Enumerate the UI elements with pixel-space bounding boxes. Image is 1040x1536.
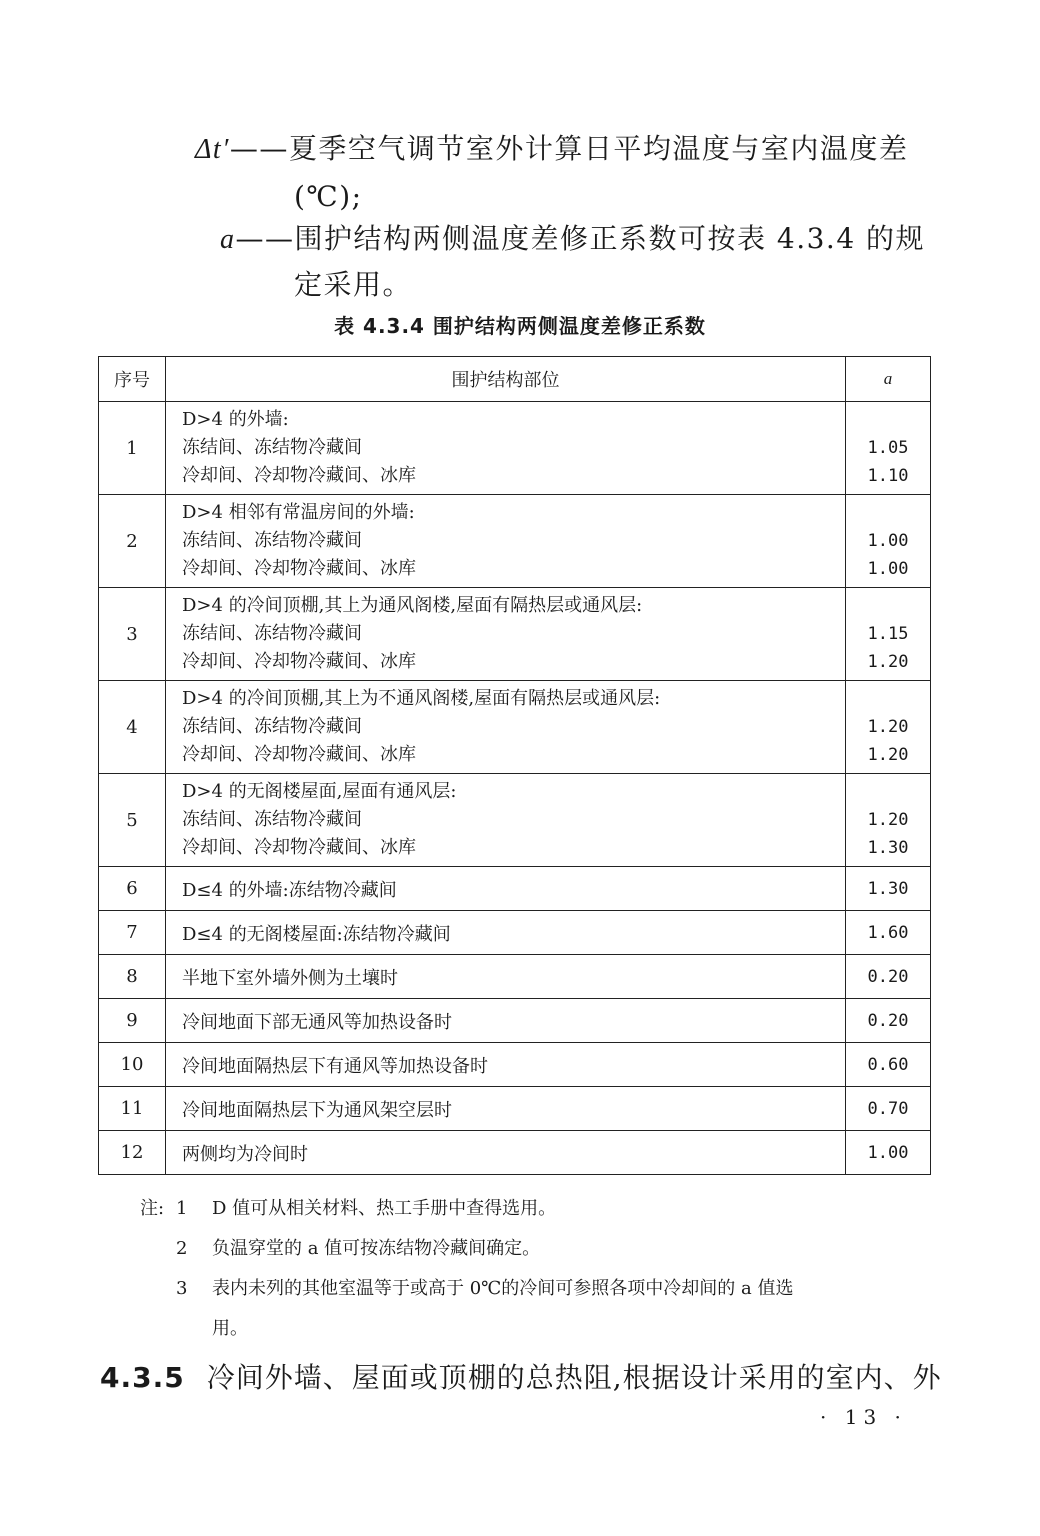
- row-line: D>4 的无阁楼屋面,屋面有通风层:: [182, 781, 457, 802]
- row-value: 0.60: [846, 1043, 931, 1087]
- row-line: D>4 的冷间顶棚,其上为通风阁楼,屋面有隔热层或通风层:: [182, 595, 643, 616]
- row-line: 冷却间、冷却物冷藏间、冰库: [182, 651, 416, 672]
- row-line: D>4 的冷间顶棚,其上为不通风阁楼,屋面有隔热层或通风层:: [182, 688, 661, 709]
- row-part: D≤4 的无阁楼屋面:冻结物冷藏间: [166, 911, 846, 955]
- row-index: 9: [99, 999, 166, 1043]
- row-part: 冷间地面隔热层下为通风架空层时: [166, 1087, 846, 1131]
- table-row: [99, 402, 931, 495]
- note-text: 表内未列的其他室温等于或高于 0℃的冷间可参照各项中冷却间的 a 值选: [212, 1278, 794, 1299]
- row-index: 7: [99, 911, 166, 955]
- note-text: 负温穿堂的 a 值可按冻结物冷藏间确定。: [212, 1238, 541, 1259]
- section-number: 4.3.5: [100, 1361, 185, 1394]
- row-index: 3: [99, 588, 166, 681]
- coefficient-table: [98, 356, 931, 1175]
- row-part: 两侧均为冷间时: [166, 1131, 846, 1175]
- row-part: D≤4 的外墙:冻结物冷藏间: [166, 867, 846, 911]
- row-value-line: 1.00: [867, 559, 909, 579]
- definition-a: [220, 222, 925, 257]
- table-row: [99, 588, 931, 681]
- row-index: 5: [99, 774, 166, 867]
- row-value: 0.20: [846, 955, 931, 999]
- row-value-line: 1.20: [867, 810, 909, 830]
- definition-symbol: a: [220, 224, 236, 255]
- row-index: 2: [99, 495, 166, 588]
- table-title: 表 4.3.4 围护结构两侧温度差修正系数: [334, 314, 706, 338]
- definition-dash: ——: [235, 222, 295, 255]
- row-part: 冷间地面下部无通风等加热设备时: [166, 999, 846, 1043]
- row-value: 1.30: [846, 867, 931, 911]
- notes-prefix: 注:: [140, 1198, 165, 1219]
- table-row: [99, 1043, 931, 1087]
- table-row: [99, 1087, 931, 1131]
- row-value-line: 1.20: [867, 745, 909, 765]
- row-value-line: 1.30: [867, 838, 909, 858]
- row-part: 半地下室外墙外侧为土壤时: [166, 955, 846, 999]
- row-part: [166, 681, 846, 774]
- row-value-line: 1.20: [867, 717, 909, 737]
- section-heading: [100, 1356, 942, 1396]
- section-text: 冷间外墙、屋面或顶棚的总热阻,根据设计采用的室内、外: [206, 1361, 942, 1394]
- table-row: [99, 867, 931, 911]
- row-value-line: 1.10: [867, 466, 909, 486]
- row-line: 冷却间、冷却物冷藏间、冰库: [182, 558, 416, 579]
- row-value: 0.70: [846, 1087, 931, 1131]
- row-index: 6: [99, 867, 166, 911]
- row-value-line: 1.20: [867, 652, 909, 672]
- definition-symbol: Δt′: [195, 134, 230, 165]
- definition-continuation: 定采用。: [294, 268, 413, 301]
- table-row: [99, 774, 931, 867]
- row-value-line: 1.00: [867, 531, 909, 551]
- row-part: [166, 495, 846, 588]
- note-text: 用。: [212, 1318, 248, 1339]
- row-index: 4: [99, 681, 166, 774]
- table-row: [99, 955, 931, 999]
- note-number: 2: [176, 1238, 188, 1259]
- note-number: 3: [176, 1278, 188, 1299]
- definition-text: 围护结构两侧温度差修正系数可按表 4.3.4 的规: [294, 222, 926, 255]
- table-header-row: [99, 357, 931, 402]
- row-index: 10: [99, 1043, 166, 1087]
- table-row: [99, 911, 931, 955]
- table-row: [99, 495, 931, 588]
- table-row: [99, 1131, 931, 1175]
- row-part: [166, 588, 846, 681]
- definition-continuation: (℃);: [294, 180, 363, 213]
- row-line: 冻结间、冻结物冷藏间: [182, 809, 362, 830]
- header-value: a: [846, 357, 931, 402]
- row-part: [166, 402, 846, 495]
- table-row: [99, 681, 931, 774]
- row-line: 冻结间、冻结物冷藏间: [182, 437, 362, 458]
- row-index: 12: [99, 1131, 166, 1175]
- row-index: 1: [99, 402, 166, 495]
- row-line: 冷却间、冷却物冷藏间、冰库: [182, 465, 416, 486]
- row-line: 冻结间、冻结物冷藏间: [182, 716, 362, 737]
- row-line: 冷却间、冷却物冷藏间、冰库: [182, 837, 416, 858]
- row-value: [846, 588, 931, 681]
- row-value: [846, 402, 931, 495]
- row-value: [846, 681, 931, 774]
- row-index: 11: [99, 1087, 166, 1131]
- row-value: 1.00: [846, 1131, 931, 1175]
- note-number: 1: [176, 1198, 188, 1219]
- row-line: D>4 相邻有常温房间的外墙:: [182, 502, 415, 523]
- row-value: [846, 495, 931, 588]
- row-line: 冻结间、冻结物冷藏间: [182, 530, 362, 551]
- row-part: [166, 774, 846, 867]
- table-row: [99, 999, 931, 1043]
- definition-delta-t: [195, 132, 908, 167]
- page-number: · 13 ·: [820, 1405, 907, 1429]
- row-value: [846, 774, 931, 867]
- header-part: 围护结构部位: [166, 357, 846, 402]
- definition-text: 夏季空气调节室外计算日平均温度与室内温度差: [288, 132, 909, 165]
- row-line: 冻结间、冻结物冷藏间: [182, 623, 362, 644]
- row-line: D>4 的外墙:: [182, 409, 289, 430]
- header-index: 序号: [99, 357, 166, 402]
- row-index: 8: [99, 955, 166, 999]
- note-text: D 值可从相关材料、热工手册中查得选用。: [212, 1198, 557, 1219]
- row-value-line: 1.05: [867, 438, 909, 458]
- row-value: 0.20: [846, 999, 931, 1043]
- row-value-line: 1.15: [867, 624, 909, 644]
- row-value: 1.60: [846, 911, 931, 955]
- row-line: 冷却间、冷却物冷藏间、冰库: [182, 744, 416, 765]
- definition-dash: ——: [229, 132, 289, 165]
- row-part: 冷间地面隔热层下有通风等加热设备时: [166, 1043, 846, 1087]
